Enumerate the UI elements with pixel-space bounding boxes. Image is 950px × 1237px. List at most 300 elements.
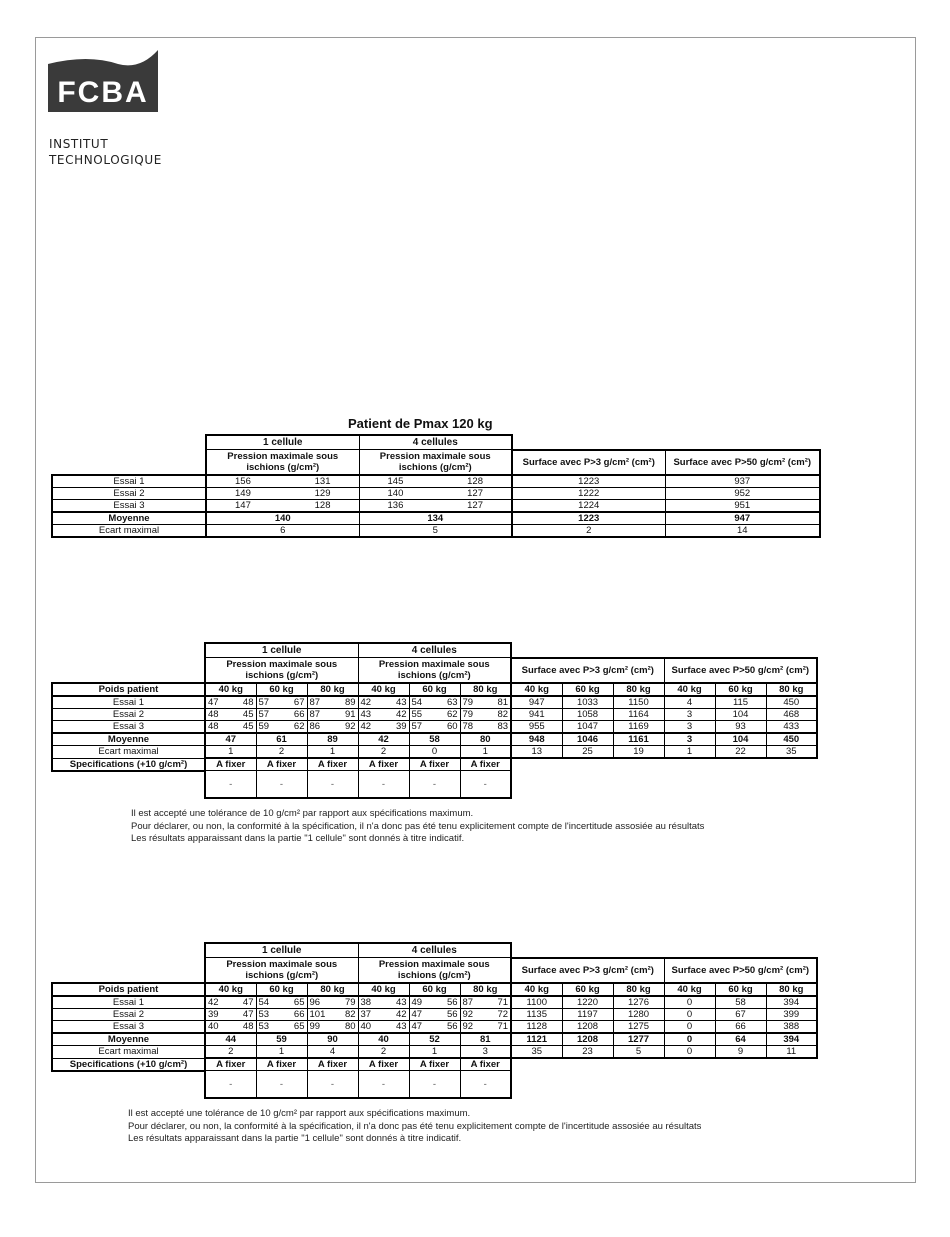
ecart-4cell: 1 [409,1046,460,1059]
surface-p50: 66 [715,1021,766,1034]
pressure-4cell [409,709,460,721]
surface-p50: 0 [664,996,715,1009]
surface-p3: 941 [511,709,562,721]
row-label: Essai 2 [52,709,205,721]
surface-p50: 388 [766,1021,817,1034]
row-label: Essai 3 [52,500,206,513]
pair-value: 42 [395,709,407,720]
pair-value: 79 [344,997,356,1008]
spec-dash: - [205,1071,256,1099]
surface-p3: 1169 [613,721,664,734]
ecart-4cell: 3 [460,1046,511,1059]
empty [511,758,817,771]
pressure-1cell [256,996,307,1009]
pair-value: 128 [314,500,331,511]
pair-value: 63 [446,697,458,708]
pressure-1cell [205,721,256,734]
weight-header: 60 kg [715,683,766,696]
empty [511,943,817,958]
table-row [52,475,820,488]
mean-surface-p3: 1277 [613,1033,664,1046]
mean-surface-p50: 64 [715,1033,766,1046]
surface-p3: 1276 [613,996,664,1009]
mean-1cell: 89 [307,733,358,746]
pair-value: 87 [309,709,321,720]
pair-value: 60 [446,721,458,732]
poids-label: Poids patient [52,683,205,696]
mean-surface-p3: 1161 [613,733,664,746]
surface-p50: 0 [664,1009,715,1021]
surface-p50: 4 [664,696,715,709]
svg-text:FCBA: FCBA [57,76,149,109]
table-row [52,709,817,721]
weight-header: 60 kg [562,983,613,996]
pressure-4cell [358,721,409,734]
row-label: Ecart maximal [52,746,205,759]
pair-value: 92 [344,721,356,732]
pair-value: 37 [360,1009,372,1020]
spec-dash: - [460,771,511,799]
weight-header: 40 kg [205,983,256,996]
surface-p50: 468 [766,709,817,721]
pair-value: 45 [242,721,254,732]
surface-p3: 1224 [512,500,665,513]
pressure-1cell [256,709,307,721]
surface-p50-header: Surface avec P>50 g/cm² (cm²) [664,958,817,984]
pair-value: 101 [309,1009,326,1020]
mean-surface-p3: 1046 [562,733,613,746]
pair-value: 89 [344,697,356,708]
pair-value: 48 [242,697,254,708]
mean-4cell: 42 [358,733,409,746]
spec-value: A fixer [460,1058,511,1071]
surface-p50: 67 [715,1009,766,1021]
spec-value: A fixer [307,758,358,771]
pressure-4cell [460,1009,511,1021]
pair-value: 57 [258,709,270,720]
mean-1cell: 59 [256,1033,307,1046]
pair-value: 39 [395,721,407,732]
mean-surface-p3: 1121 [511,1033,562,1046]
spec-value: A fixer [256,758,307,771]
table2-note-1: Il est accepté une tolérance de 10 g/cm² par rapport aux spécifications maximum. [131,808,474,819]
surface-p3: 1220 [562,996,613,1009]
row-label: Essai 3 [52,721,205,734]
weight-header: 40 kg [205,683,256,696]
pair-value: 87 [462,997,474,1008]
mean-4cell: 58 [409,733,460,746]
pair-value: 57 [258,697,270,708]
pair-value: 129 [314,488,331,499]
pair-value: 48 [242,1021,254,1032]
surface-p50: 58 [715,996,766,1009]
surface-p50: 394 [766,996,817,1009]
table-row [52,512,820,525]
sub-1cell: Pression maximale sous ischions (g/cm²) [205,958,358,984]
empty [52,643,205,658]
pressure-4cell [358,696,409,709]
surface-p3: 1208 [562,1021,613,1034]
table3-notes [128,1108,701,1146]
pair-value: 56 [446,1021,458,1032]
row-label: Moyenne [52,1033,205,1046]
group-4cell: 4 cellules [358,943,511,958]
surface-p50: 952 [665,488,820,500]
surface-p50: 399 [766,1009,817,1021]
pair-value: 59 [258,721,270,732]
mean-surface-p3: 948 [511,733,562,746]
spec-label: Specifications (+10 g/cm²) [52,1058,205,1071]
pair-value: 99 [309,1021,321,1032]
spec-value: A fixer [409,758,460,771]
pair-value: 71 [497,997,509,1008]
ecart-surface-p3: 35 [511,1046,562,1059]
row-label: Moyenne [52,733,205,746]
pair-value: 43 [395,997,407,1008]
mean-1cell: 44 [205,1033,256,1046]
mean-surface-p50: 104 [715,733,766,746]
pair-value: 38 [360,997,372,1008]
ecart-surface-p3: 5 [613,1046,664,1059]
ecart-4cell: 0 [409,746,460,759]
table3-note-3: Les résultats apparaissant dans la partie "1 cellule" sont donnés à titre indicatif. [128,1133,462,1144]
weight-header: 60 kg [409,683,460,696]
table3-note-1: Il est accepté une tolérance de 10 g/cm² par rapport aux spécifications maximum. [128,1108,471,1119]
table1-sub2: Pression maximale sous ischions (g/cm²) [359,450,512,476]
pair-value: 82 [497,709,509,720]
pair-value: 40 [360,1021,372,1032]
pair-value: 48 [208,721,219,732]
fcba-logo [48,50,158,112]
pair-value: 54 [258,997,270,1008]
weight-header: 40 kg [664,983,715,996]
weight-header: 80 kg [307,683,358,696]
ecart-1cell: 1 [307,746,358,759]
pressure-4cell [359,475,512,488]
pair-value: 127 [467,488,483,499]
pair-value: 136 [387,500,404,511]
pair-value: 47 [411,1009,423,1020]
weight-header: 40 kg [358,983,409,996]
logo-sub-line1: INSTITUT [49,137,109,151]
pair-value: 149 [235,488,251,499]
empty [52,771,205,799]
pair-value: 92 [462,1009,474,1020]
weight-header: 80 kg [307,983,358,996]
pressure-1cell [307,721,358,734]
pair-value: 81 [497,697,509,708]
pair-value: 62 [446,709,458,720]
weight-header: 40 kg [664,683,715,696]
table1 [51,434,821,538]
empty [52,958,205,984]
surface-p50: 433 [766,721,817,734]
pressure-4cell [359,500,512,513]
pair-value: 43 [360,709,372,720]
weight-header: 80 kg [766,983,817,996]
table1-title: Patient de Pmax 120 kg [348,416,493,431]
pair-value: 83 [497,721,509,732]
logo-sub-line2: TECHNOLOGIQUE [49,153,162,167]
mean-1cell: 90 [307,1033,358,1046]
spec-label: Specifications (+10 g/cm²) [52,758,205,771]
pressure-4cell [359,488,512,500]
empty [52,658,205,684]
pressure-1cell [307,1021,358,1034]
ecart-surface-p3: 13 [511,746,562,759]
pressure-1cell [205,1021,256,1034]
pressure-1cell [307,1009,358,1021]
pair-value: 71 [497,1021,509,1032]
pressure-4cell [460,996,511,1009]
weight-header: 80 kg [766,683,817,696]
surface-p3: 1164 [613,709,664,721]
pair-value: 47 [208,697,219,708]
surface-p50: 951 [665,500,820,513]
weight-header: 80 kg [460,983,511,996]
empty [511,1058,817,1071]
pressure-4cell [358,996,409,1009]
ecart-surface-p50: 22 [715,746,766,759]
ecart-surface-p50: 1 [664,746,715,759]
group-4cell: 4 cellules [358,643,511,658]
table2 [51,642,818,799]
mean-surface-p50: 394 [766,1033,817,1046]
pair-value: 79 [462,697,474,708]
weight-header: 60 kg [562,683,613,696]
pressure-4cell [409,996,460,1009]
spec-value: A fixer [205,758,256,771]
surface-p3: 1033 [562,696,613,709]
ecart-surface-p50: 0 [664,1046,715,1059]
pressure-4cell [460,1021,511,1034]
pair-value: 42 [360,697,372,708]
pair-value: 45 [242,709,254,720]
pressure-4cell [460,709,511,721]
pressure-1cell [307,709,358,721]
pair-value: 43 [395,1021,407,1032]
group-1cell: 1 cellule [205,643,358,658]
weight-header: 40 kg [511,683,562,696]
pressure-1cell [256,696,307,709]
pair-value: 47 [242,1009,254,1020]
pair-value: 67 [293,697,305,708]
pair-value: 43 [395,697,407,708]
pressure-1cell [205,709,256,721]
table1-surf1: Surface avec P>3 g/cm² (cm²) [512,450,665,476]
weight-header: 40 kg [358,683,409,696]
pair-value: 42 [360,721,372,732]
empty [511,1071,817,1099]
spec-dash: - [409,1071,460,1099]
pair-value: 140 [387,488,404,499]
surface-p50: 115 [715,696,766,709]
spec-dash: - [256,771,307,799]
surface-p50: 104 [715,709,766,721]
surface-p50: 937 [665,475,820,488]
table2-notes [131,808,704,846]
spec-value: A fixer [307,1058,358,1071]
empty [52,943,205,958]
pair-value: 39 [208,1009,219,1020]
pair-value: 92 [462,1021,474,1032]
pair-value: 56 [446,1009,458,1020]
ecart-1cell: 2 [256,746,307,759]
mean-surface-p50: 450 [766,733,817,746]
table-row [52,500,820,513]
pair-value: 40 [208,1021,219,1032]
pair-value: 128 [467,476,483,487]
mean-surface-p50: 0 [664,1033,715,1046]
weight-header: 60 kg [409,983,460,996]
group-1cell: 1 cellule [205,943,358,958]
table1-surf2: Surface avec P>50 g/cm² (cm²) [665,450,820,476]
spec-dash: - [307,1071,358,1099]
sub-4cell: Pression maximale sous ischions (g/cm²) [358,658,511,684]
ecart-surface-p3: 2 [512,525,665,538]
ecart-1cell: 1 [205,746,256,759]
pressure-4cell [409,1009,460,1021]
ecart-1cell: 2 [205,1046,256,1059]
pressure-1cell [206,500,359,513]
mean-surface-p3: 1223 [512,512,665,525]
surface-p3: 947 [511,696,562,709]
pressure-1cell [307,996,358,1009]
table-row [52,696,817,709]
surface-p3: 1150 [613,696,664,709]
pair-value: 82 [344,1009,356,1020]
pressure-1cell [205,696,256,709]
pair-value: 65 [293,1021,305,1032]
surface-p50: 3 [664,709,715,721]
table-row [52,996,817,1009]
pressure-4cell [409,696,460,709]
pressure-1cell [206,475,359,488]
pair-value: 78 [462,721,474,732]
spec-value: A fixer [409,1058,460,1071]
table3-note-2: Pour déclarer, ou non, la conformité à la spécification, il n'a donc pas été tenu explicitement compte de l'incertitude assosiée au résultats [128,1120,702,1132]
spec-value: A fixer [205,1058,256,1071]
ecart-4cell: 2 [358,1046,409,1059]
ecart-surface-p50: 9 [715,1046,766,1059]
row-label: Ecart maximal [52,1046,205,1059]
row-label: Essai 1 [52,696,205,709]
pair-value: 55 [411,709,423,720]
row-label: Essai 2 [52,1009,205,1021]
table1-sub1: Pression maximale sous ischions (g/cm²) [206,450,359,476]
mean-4cell: 80 [460,733,511,746]
pressure-1cell [256,1009,307,1021]
ecart-surface-p3: 19 [613,746,664,759]
mean-1cell: 47 [205,733,256,746]
spec-dash: - [460,1071,511,1099]
ecart-surface-p3: 25 [562,746,613,759]
pressure-1cell [256,721,307,734]
pair-value: 42 [395,1009,407,1020]
surface-p3: 955 [511,721,562,734]
spec-dash: - [307,771,358,799]
pair-value: 72 [497,1009,509,1020]
pressure-4cell [358,1021,409,1034]
spec-value: A fixer [358,1058,409,1071]
mean-surface-p50: 947 [665,512,820,525]
pressure-4cell [460,696,511,709]
pair-value: 48 [208,709,219,720]
surface-p3: 1223 [512,475,665,488]
pair-value: 65 [293,997,305,1008]
logo-subtitle [49,136,162,168]
pressure-4cell [358,1009,409,1021]
ecart-1cell: 4 [307,1046,358,1059]
pair-value: 145 [387,476,404,487]
weight-header: 80 kg [613,683,664,696]
pair-value: 91 [344,709,356,720]
table-row [52,1009,817,1021]
row-label: Moyenne [52,512,206,525]
pressure-1cell [205,996,256,1009]
pair-value: 47 [411,1021,423,1032]
mean-4cell: 81 [460,1033,511,1046]
table-row [52,488,820,500]
spec-dash: - [358,771,409,799]
row-label: Essai 1 [52,996,205,1009]
pair-value: 96 [309,997,321,1008]
pressure-1cell [205,1009,256,1021]
surface-p50-header: Surface avec P>50 g/cm² (cm²) [664,658,817,684]
pressure-4cell [409,1021,460,1034]
ecart-4cell: 2 [358,746,409,759]
ecart-surface-p3: 23 [562,1046,613,1059]
surface-p3-header: Surface avec P>3 g/cm² (cm²) [511,958,664,984]
ecart-4cell: 1 [460,746,511,759]
spec-value: A fixer [460,758,511,771]
pair-value: 66 [293,1009,305,1020]
sub-1cell: Pression maximale sous ischions (g/cm²) [205,658,358,684]
table-row [52,721,817,734]
surface-p50: 0 [664,1021,715,1034]
surface-p50: 450 [766,696,817,709]
weight-header: 40 kg [511,983,562,996]
mean-1cell: 61 [256,733,307,746]
table-row [52,525,820,538]
ecart-surface-p50: 14 [665,525,820,538]
mean-4cell: 134 [359,512,512,525]
row-label: Essai 2 [52,488,206,500]
spec-dash: - [409,771,460,799]
table2-note-2: Pour déclarer, ou non, la conformité à la spécification, il n'a donc pas été tenu explicitement compte de l'incertitude assosiée au résultats [131,820,705,832]
pair-value: 127 [467,500,483,511]
pressure-1cell [206,488,359,500]
poids-label: Poids patient [52,983,205,996]
mean-1cell: 140 [206,512,359,525]
table-row [52,1021,817,1034]
pressure-4cell [409,721,460,734]
pair-value: 87 [309,697,321,708]
mean-4cell: 52 [409,1033,460,1046]
surface-p3: 1275 [613,1021,664,1034]
pressure-1cell [256,1021,307,1034]
surface-p50: 3 [664,721,715,734]
pair-value: 66 [293,709,305,720]
surface-p3: 1058 [562,709,613,721]
ecart-1cell: 1 [256,1046,307,1059]
table3 [51,942,818,1099]
pressure-4cell [460,721,511,734]
pair-value: 86 [309,721,321,732]
empty [511,643,817,658]
weight-header: 60 kg [256,983,307,996]
table2-note-3: Les résultats apparaissant dans la partie "1 cellule" sont donnés à titre indicatif. [131,833,465,844]
